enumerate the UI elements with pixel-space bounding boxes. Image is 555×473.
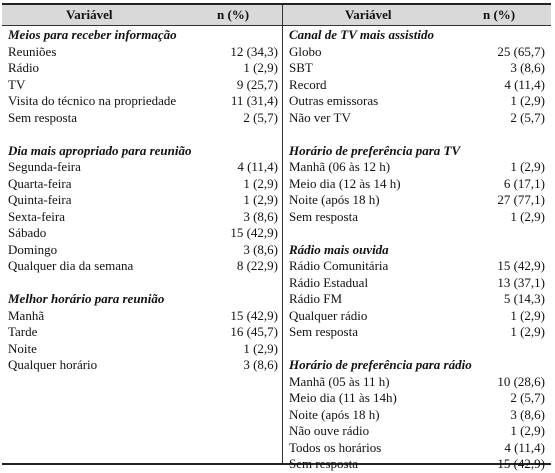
table-row (8, 209, 278, 226)
row-label: Qualquer horário (8, 357, 98, 372)
data-table (2, 3, 551, 471)
table-row (8, 159, 278, 176)
row-value: 1 (2,9) (510, 324, 545, 339)
section-title: Dia mais apropriado para reunião (8, 142, 192, 158)
row-value: 3 (8,6) (510, 406, 545, 422)
row-value: 3 (8,6) (243, 208, 278, 224)
header-value-right: n (%) (483, 7, 516, 22)
row-value: 11 (31,4) (230, 93, 278, 108)
table-row (289, 77, 545, 94)
row-label: Rádio Comunitária (289, 258, 389, 273)
section-gap (8, 275, 278, 292)
table-row (8, 77, 278, 94)
row-value: 1 (2,9) (243, 60, 278, 75)
row-value: 16 (45,7) (230, 324, 278, 339)
row-value: 5 (14,3) (503, 291, 545, 306)
row-label: Outras emissoras (289, 93, 379, 108)
row-label: Tarde (8, 324, 38, 339)
table-row (289, 93, 545, 110)
row-label: Sábado (8, 225, 47, 240)
section-gap (289, 341, 545, 358)
row-label: Não ouve rádio (289, 423, 370, 438)
row-value: 4 (11,4) (504, 76, 545, 92)
row-label: TV (8, 76, 26, 92)
header-variable-left: Variável (66, 7, 113, 22)
row-label: Noite (8, 340, 37, 356)
section-title: Rádio mais ouvida (289, 241, 389, 257)
table-row (289, 456, 545, 473)
row-value: 27 (77,1) (497, 192, 545, 207)
row-label: Rádio Estadual (289, 274, 369, 290)
row-label: Domingo (8, 241, 58, 257)
table-row (289, 407, 545, 424)
row-value: 3 (8,6) (243, 241, 278, 257)
row-label: Manhã (05 às 11 h) (289, 373, 390, 389)
table-row (289, 308, 545, 325)
table-row (289, 60, 545, 77)
row-value: 1 (2,9) (510, 208, 545, 224)
row-label: Não ver TV (289, 109, 351, 125)
row-value: 12 (34,3) (230, 43, 278, 59)
table-row (289, 110, 545, 127)
row-value: 1 (2,9) (510, 93, 545, 108)
table-row (289, 176, 545, 193)
row-label: Sem resposta (289, 324, 358, 339)
row-label: Qualquer dia da semana (8, 258, 134, 273)
row-value: 3 (8,6) (510, 60, 545, 75)
table-row (8, 192, 278, 209)
row-label: Sexta-feira (8, 208, 66, 224)
table-row (289, 390, 545, 407)
section-title: Horário de preferência para rádio (289, 357, 472, 372)
table-row (289, 291, 545, 308)
row-value: 15 (42,9) (497, 456, 545, 471)
table-row (289, 209, 545, 226)
row-value: 2 (5,7) (510, 390, 545, 405)
section-gap (289, 126, 545, 143)
table-row (289, 44, 545, 61)
section-title: Melhor horário para reunião (8, 291, 165, 306)
table-row (289, 440, 545, 457)
table-row (8, 258, 278, 275)
row-value: 25 (65,7) (497, 43, 545, 59)
row-label: Visita do técnico na propriedade (8, 93, 177, 108)
row-label: Manhã (8, 307, 45, 323)
row-label: Noite (após 18 h) (289, 406, 380, 422)
row-label: Segunda-feira (8, 159, 81, 174)
table-row (289, 324, 545, 341)
left-column (8, 27, 278, 374)
header-variable-right: Variável (345, 7, 392, 22)
row-value: 1 (2,9) (510, 159, 545, 174)
row-value: 1 (2,9) (243, 175, 278, 191)
table-row (8, 176, 278, 193)
row-label: Record (289, 76, 327, 92)
row-value: 4 (11,4) (504, 439, 545, 455)
row-label: Todos os horários (289, 439, 382, 455)
table-row (289, 275, 545, 292)
row-value: 4 (11,4) (237, 159, 278, 174)
table-row (8, 357, 278, 374)
row-value: 9 (25,7) (236, 76, 278, 92)
row-label: SBT (289, 60, 313, 75)
row-value: 2 (5,7) (510, 109, 545, 125)
table-row (8, 324, 278, 341)
row-label: Qualquer rádio (289, 307, 368, 323)
table-row (8, 341, 278, 358)
table-row (289, 423, 545, 440)
table-row (8, 93, 278, 110)
table-row (8, 60, 278, 77)
row-value: 15 (42,9) (230, 307, 278, 323)
table-header (2, 5, 551, 26)
table-row (8, 225, 278, 242)
section-gap (289, 225, 545, 242)
row-label: Noite (após 18 h) (289, 192, 380, 207)
row-label: Sem resposta (8, 109, 77, 125)
row-label: Quinta-feira (8, 192, 72, 207)
section-title: Canal de TV mais assistido (289, 27, 434, 42)
table-row (8, 242, 278, 259)
section-title: Horário de preferência para TV (289, 142, 461, 158)
right-column (289, 27, 545, 473)
section-title: Meios para receber informação (8, 27, 177, 42)
row-label: Sem resposta (289, 456, 358, 471)
section-gap (8, 126, 278, 143)
row-value: 1 (2,9) (510, 423, 545, 438)
row-value: 2 (5,7) (243, 109, 278, 125)
table-row (8, 110, 278, 127)
header-value-left: n (%) (217, 7, 250, 22)
table-row (289, 159, 545, 176)
row-value: 1 (2,9) (510, 307, 545, 323)
row-label: Rádio (8, 60, 40, 75)
row-value: 1 (2,9) (243, 192, 278, 207)
row-value: 13 (37,1) (497, 274, 545, 290)
row-label: Globo (289, 43, 322, 59)
row-value: 6 (17,1) (503, 175, 545, 191)
row-label: Meio dia (12 às 14 h) (289, 175, 401, 191)
row-value: 3 (8,6) (243, 357, 278, 372)
table-row (289, 374, 545, 391)
table-row (8, 308, 278, 325)
row-label: Quarta-feira (8, 175, 72, 191)
row-label: Sem resposta (289, 208, 358, 224)
row-label: Meio dia (11 às 14h) (289, 390, 397, 405)
row-value: 1 (2,9) (243, 340, 278, 356)
table-row (289, 258, 545, 275)
row-value: 8 (22,9) (236, 258, 278, 273)
row-label: Reuniões (8, 43, 57, 59)
row-label: Manhã (06 às 12 h) (289, 159, 391, 174)
column-divider (282, 5, 283, 463)
row-value: 10 (28,6) (497, 373, 545, 389)
row-label: Rádio FM (289, 291, 343, 306)
row-value: 15 (42,9) (497, 258, 545, 273)
table-row (289, 192, 545, 209)
table-row (8, 44, 278, 61)
row-value: 15 (42,9) (230, 225, 278, 240)
